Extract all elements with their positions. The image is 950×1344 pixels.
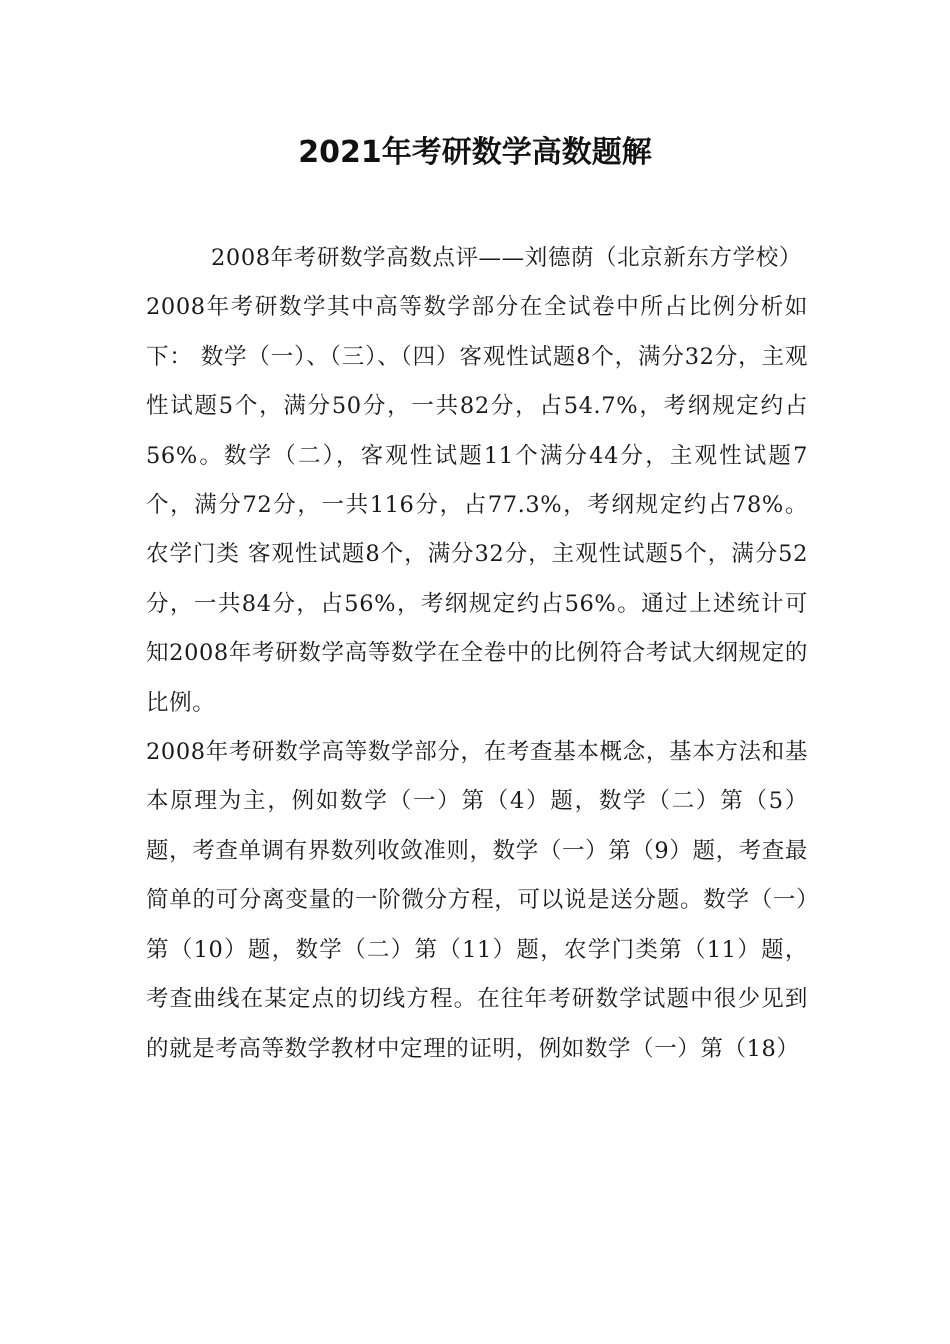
document-title: 2021年考研数学高数题解 xyxy=(298,135,652,170)
paragraph-source: 2008年考研数学高数点评——刘德荫（北京新东方学校） xyxy=(211,245,802,271)
paragraph-content-analysis: 2008年考研数学高等数学部分，在考查基本概念，基本方法和基本原理为主，例如数学（一）第（4）题，数学（二）第（5）题，考查单调有界数列收敛准则，数学（一）第（9）题，考查最简单的可分离变量的一阶微分方程，可以说是送分题。数学（一）第（10）题，数学（二）第（11）题，农学门类第（11）题，考查曲线在某定点的切线方程。在往年考研数学试题中很少见到的就是考高等数学教材中定理的证明，例如数学（一）第（18） xyxy=(146,739,808,1062)
document-body xyxy=(146,234,808,1074)
paragraph-proportion-analysis: 2008年考研数学其中高等数学部分在全试卷中所占比例分析如下： 数学（一）、（三）、（四）客观性试题8个，满分32分，主观性试题5个，满分50分，一共82分，占54.7%，考纲规定约占56%。数学（二），客观性试题11个满分44分，主观性试题7个，满分72分，一共116分，占77.3%，考纲规定约占78%。农学门类 客观性试题8个，满分32分，主观性试题5个，满分52分，一共84分，占56%，考纲规定约占56%。通过上述统计可知2008年考研数学高等数学在全卷中的比例符合考试大纲规定的比例。 xyxy=(146,294,808,716)
